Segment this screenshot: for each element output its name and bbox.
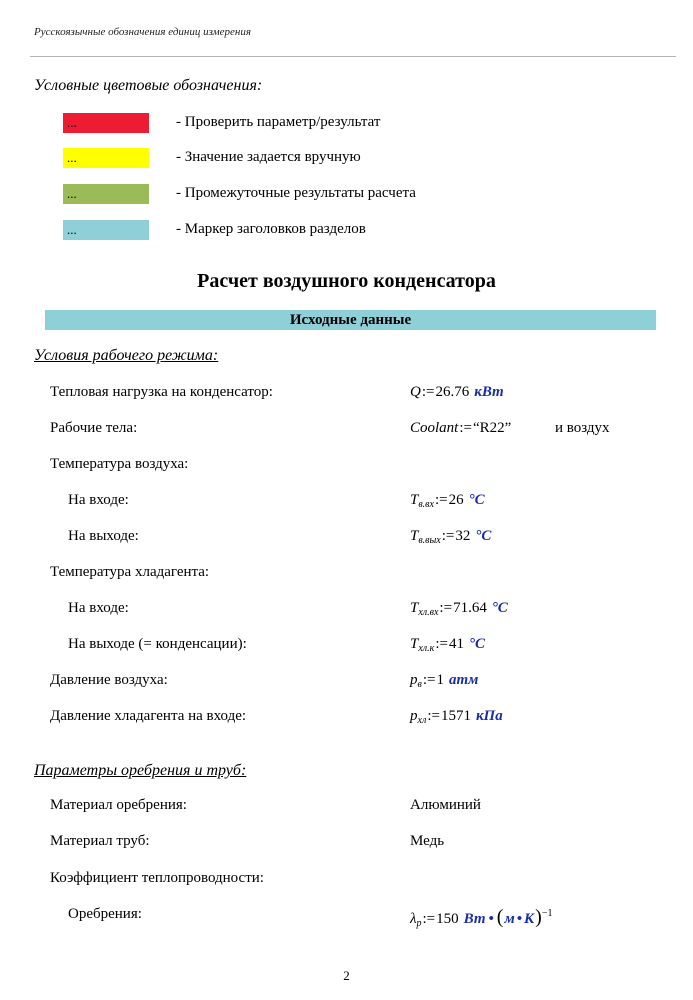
fin-material-label: Материал оребрения:	[50, 797, 187, 813]
page-number: 2	[343, 968, 350, 983]
document-title: Расчет воздушного конденсатора	[197, 270, 496, 292]
legend-label-check: - Проверить параметр/результат	[176, 114, 381, 130]
tube-material-label: Материал труб:	[50, 833, 150, 849]
legend-label-section: - Маркер заголовков разделов	[176, 221, 366, 237]
fluids-label: Рабочие тела:	[50, 420, 138, 436]
legend-swatch-red: ...	[63, 113, 149, 133]
coolant-value: Coolant:=“R22”	[410, 420, 512, 436]
ref-inlet-value: $T_{хл.вх}:=71.64$ °C	[410, 600, 508, 618]
fins-tubes-heading: Параметры оребрения и труб:	[34, 762, 247, 779]
fin-material-value: Алюминий	[410, 797, 481, 813]
conductivity-label: Коэффициент теплопроводности:	[50, 870, 264, 886]
fin-conductivity-label: Оребрения:	[68, 906, 142, 922]
ref-temp-label: Температура хладагента:	[50, 564, 210, 580]
legend-swatch-yellow: ...	[63, 148, 149, 168]
legend-swatch-blue: ...	[63, 220, 149, 240]
air-inlet-value: $T_{в.вх}:=26$ °C	[410, 492, 485, 510]
legend-swatch-green: ...	[63, 184, 149, 204]
ref-outlet-value: $T_{хл.к}:=41$ °C	[410, 636, 485, 654]
running-title: Русскоязычные обозначения единиц измерения	[34, 26, 251, 38]
ref-pressure-label: Давление хладагента на входе:	[50, 708, 247, 724]
air-temp-label: Температура воздуха:	[50, 456, 189, 472]
air-inlet-label: На входе:	[68, 492, 129, 508]
tube-material-value: Медь	[410, 833, 445, 849]
heat-load-label: Тепловая нагрузка на конденсатор:	[50, 384, 273, 400]
legend-label-intermediate: - Промежуточные результаты расчета	[176, 185, 416, 201]
ref-pressure-value: $p_{хл}:=1571$ кПа	[410, 708, 503, 726]
ref-outlet-label: На выходе (= конденсации):	[68, 636, 247, 652]
legend-label-manual: - Значение задается вручную	[176, 149, 361, 165]
air-outlet-value: $T_{в.вых}:=32$ °C	[410, 528, 492, 546]
header-divider	[30, 56, 676, 57]
air-pressure-label: Давление воздуха:	[50, 672, 168, 688]
fluids-extra: и воздух	[555, 420, 610, 436]
fin-conductivity-value: $\lambda_р:=150$ Вт • (м • К)$^{-1}$	[410, 906, 553, 929]
ref-inlet-label: На входе:	[68, 600, 129, 616]
air-pressure-value: $p_в:=1$ атм	[410, 672, 479, 690]
air-outlet-label: На выходе:	[68, 528, 139, 544]
legend-title: Условные цветовые обозначения:	[34, 77, 263, 94]
operating-conditions-heading: Условия рабочего режима:	[34, 347, 219, 364]
section-header-input-data: Исходные данные	[45, 310, 656, 330]
heat-load-value: Q:=26.76 кВт	[410, 384, 504, 400]
